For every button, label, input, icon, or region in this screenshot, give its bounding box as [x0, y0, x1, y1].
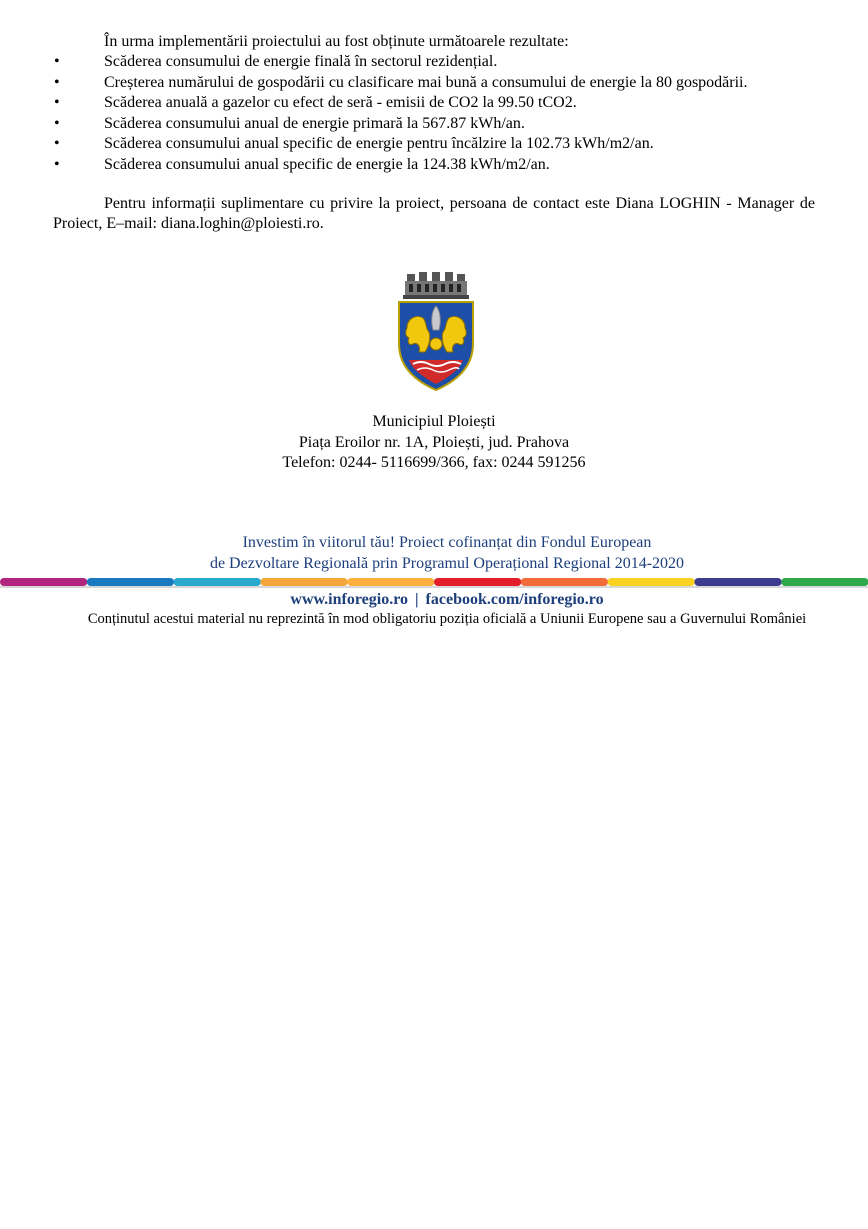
rainbow-segment — [434, 578, 521, 586]
bullet: • — [54, 135, 60, 153]
rainbow-segment — [87, 578, 174, 586]
rainbow-segment — [608, 578, 695, 586]
rainbow-segment — [0, 578, 87, 586]
institution-name: Municipiul Ploiești — [372, 413, 496, 430]
rainbow-segment — [521, 578, 608, 586]
rainbow-segment — [347, 578, 434, 586]
facebook-link[interactable]: facebook.com/inforegio.ro — [425, 591, 604, 608]
results-intro: În urma implementării proiectului au fost obținute următoarele rezultate: — [104, 33, 569, 50]
bullet: • — [54, 94, 60, 112]
slogan-line-1: Investim în viitorul tău! Proiect cofinanțat din Fondul European — [242, 534, 652, 551]
contact-paragraph: Pentru informații suplimentare cu privire la proiect, persoana de contact este Diana LOGHIN - Manager de Proiect, E–mail: diana.loghin@ploiesti.ro. — [53, 195, 815, 232]
result-text: Scăderea consumului anual specific de energie pentru încălzire la 102.73 kWh/m2/an. — [104, 135, 654, 153]
result-text: Scăderea consumului anual specific de energie la 124.38 kWh/m2/an. — [104, 155, 550, 173]
address-block — [0, 412, 868, 474]
funding-slogan — [0, 533, 868, 574]
phone-fax: Telefon: 0244- 5116699/366, fax: 0244 591256 — [282, 454, 586, 471]
website-link[interactable]: www.inforegio.ro — [290, 591, 409, 608]
street-address: Piața Eroilor nr. 1A, Ploiești, jud. Prahova — [298, 433, 570, 451]
bullet: • — [54, 114, 60, 132]
rainbow-stripe — [0, 576, 868, 590]
footer-links — [0, 590, 868, 610]
eu-disclaimer: Conținutul acestui material nu reprezintă în mod obligatoriu poziția oficială a Uniunii Europene sau a Guvernului României — [87, 611, 807, 627]
result-text: Creșterea numărului de gospodării cu clasificare mai bună a consumului de energie la 80 gospodării. — [104, 73, 748, 91]
result-text: Scăderea consumului anual de energie primară la 567.87 kWh/an. — [104, 114, 525, 132]
rainbow-segment — [694, 578, 781, 586]
result-text: Scăderea consumului de energie finală în sectorul rezidențial. — [104, 53, 498, 70]
bullet: • — [54, 53, 60, 70]
bullet: • — [54, 155, 60, 173]
ploiesti-coat-of-arms-icon — [393, 272, 479, 392]
link-separator: | — [415, 591, 419, 608]
slogan-line-2: de Dezvoltare Regională prin Programul Operațional Regional 2014-2020 — [209, 554, 685, 572]
result-text: Scăderea anuală a gazelor cu efect de seră - emisii de CO2 la 99.50 tCO2. — [104, 94, 577, 112]
rainbow-segment — [174, 578, 261, 586]
rainbow-segment — [260, 578, 347, 586]
bullet: • — [54, 73, 60, 91]
rainbow-segment — [781, 578, 868, 586]
